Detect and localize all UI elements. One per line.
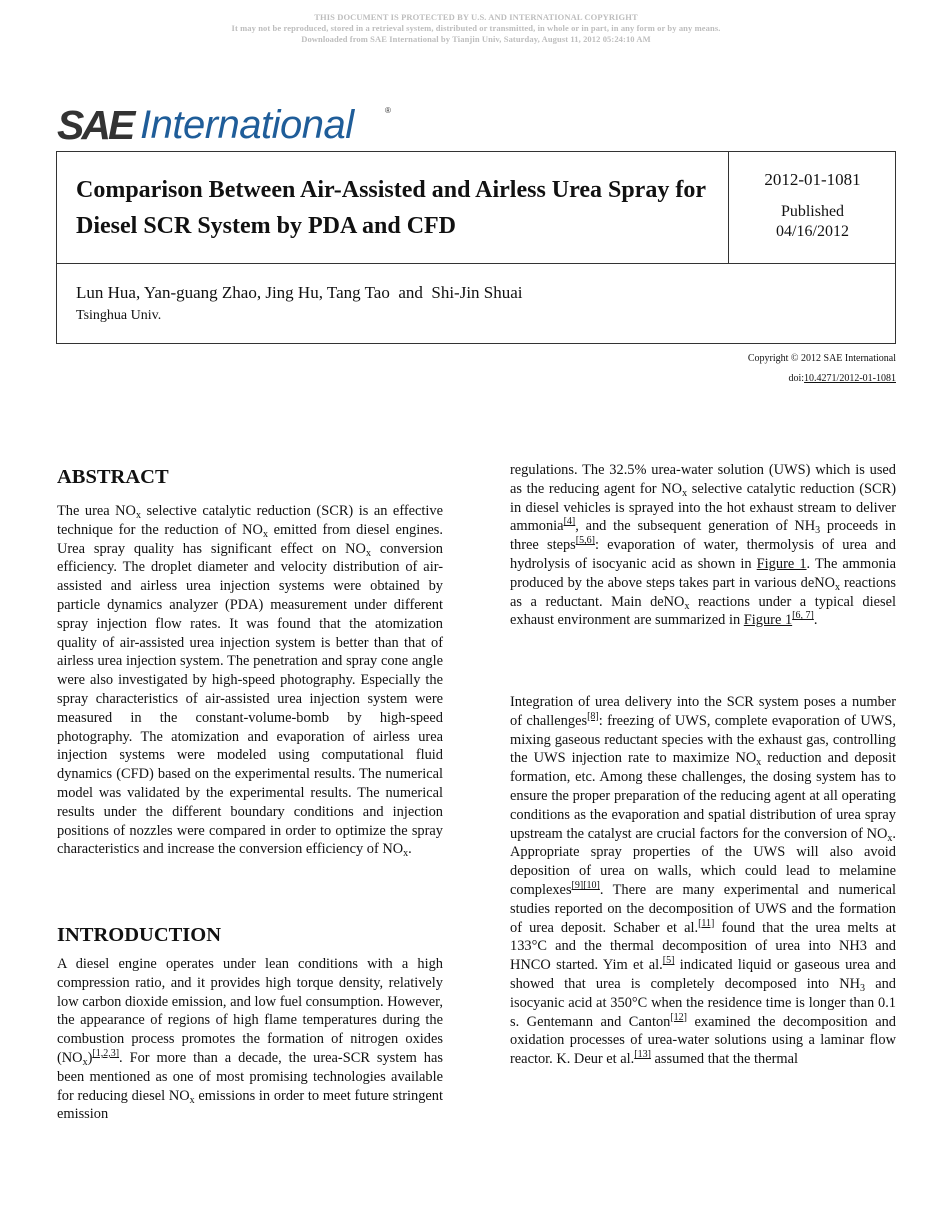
- introduction-paragraph-1: A diesel engine operates under lean conditions with a high compression ratio, and it provides high torque density, relatively low carbon dioxide emission, and low fuel consumption. However, the appearance of regions of high flame temperatures during the combustion process promotes the formation of nitrogen oxides $(NO_x)[1,2,3]$. For more than a decade, the urea-SCR system has been mentioned as one of most promising technologies available for reducing diesel $NO_x$ emissions in order to meet future stringent emission: [57, 956, 443, 1123]
- watermark-line-1: THIS DOCUMENT IS PROTECTED BY U.S. AND INTERNATIONAL COPYRIGHT: [314, 12, 638, 22]
- publication-info: [729, 202, 896, 242]
- introduction-heading: INTRODUCTION: [57, 924, 222, 946]
- paper-id: 2012-01-1081: [764, 170, 861, 189]
- watermark-line-3: Downloaded from SAE International by Tianjin Univ, Saturday, August 11, 2012 05:24:10 AM: [301, 34, 651, 44]
- watermark-line-2: It may not be reproduced, stored in a retrieval system, distributed or transmitted, in whole or in part, in any form or by any means.: [231, 23, 721, 33]
- copyright-line: Copyright © 2012 SAE International: [747, 353, 896, 364]
- introduction-paragraph-2: Integration of urea delivery into the SCR system poses a number of challenges[8]: freezing of UWS, complete evaporation of UWS, mixing gaseous reductant species with the exhaust gas, controlling the UWS injection rate to maximize $NO_x$ reduction and deposit formation, etc. Among these challenges, the dosing system has to ensure the proper preparation of the reducing agent at all operating conditions as the evaporation and spatial distribution of urea spray upstream the catalyst are crucial factors for the conversion of $NO_x$. Appropriate spray properties of the UWS will also avoid deposition of urea on walls, which could lead to melamine complexes[9][10]. There are many experimental and numerical studies reported on the decomposition of UWS and the formation of urea deposit. Schaber et al.[11] found that the urea melts at 133°C and the thermal decomposition of urea into NH3 and HNCO started. Yim et al.[5] indicated liquid or gaseous urea and showed that urea is completely decomposed into $NH_3$ and isocyanic acid at 350°C when the residence time is longer than 0.1 s. Gentemann and Canton[12] examined the decomposition and oxidation processes of urea-water solutions using a laminar flow reactor. K. Deur et al.[13] assumed that the thermal: [510, 694, 896, 1068]
- logo-registered-mark: ®: [385, 106, 391, 115]
- affiliation: Tsinghua Univ.: [76, 308, 162, 323]
- published-label: Published: [780, 203, 845, 220]
- abstract-paragraph: The urea $NO_x$ selective catalytic reduction (SCR) is an effective technique for the reduction of $NO_x$ emitted from diesel engines. Urea spray quality has significant effect on $NO_x$ conversion efficiency. The droplet diameter and velocity distribution of air-assisted and airless urea injection systems were obtained by particle dynamics analyzer (PDA) measurement under different spray injection flow rates. It was found that the atomization quality of air-assisted urea injection system is better than that of airless urea injection system. The penetration and spray cone angle were also investigated by high-speed photography. Especially the spray characteristics of air-assisted urea injection system were measured in the constant-volume-bomb by high-speed photography. The atomization and evaporation of airless urea injection systems were modeled using computational fluid dynamics (CFD) based on the experimental results. The numerical model was validated by the experimental results. The numerical results under the different boundary conditions and injection positions of nozzles were compared in order to optimize the spray characteristics and increase the conversion efficiency of $NO_x$.: [57, 503, 443, 860]
- abstract-heading: ABSTRACT: [57, 466, 169, 488]
- doi-line: [788, 373, 896, 384]
- doi-label: doi:: [788, 373, 805, 384]
- authors: Lun Hua, Yan-guang Zhao, Jing Hu, Tang Tao and Shi-Jin Shuai: [76, 283, 523, 302]
- paper-title: Comparison Between Air-Assisted and Airless Urea Spray for Diesel SCR System by PDA and CFD: [76, 177, 706, 239]
- doi-link[interactable]: 10.4271/2012-01-1081: [804, 373, 896, 384]
- title-box: [56, 151, 896, 344]
- title-box-divider-horizontal: [57, 263, 895, 264]
- logo-sae-text: SAE: [57, 102, 133, 148]
- published-date: 04/16/2012: [776, 223, 849, 240]
- introduction-paragraph-1-continued: regulations. The 32.5% urea-water solution (UWS) which is used as the reducing agent for $NO_x$ selective catalytic reduction (SCR) in diesel vehicles is sprayed into the hot exhaust stream to deliver ammonia[4], and the subsequent generation of $NH_3$ proceeds in three steps[5,6]: evaporation of water, thermolysis of urea and hydrolysis of isocyanic acid as shown in Figure 1. The ammonia produced by the above steps takes part in various deNO$_x$ reactions as a reductant. Main deNO$_x$ reactions under a typical diesel exhaust environment are summarized in Figure 1[6, 7].: [510, 462, 897, 629]
- logo-international-text: International: [140, 103, 354, 147]
